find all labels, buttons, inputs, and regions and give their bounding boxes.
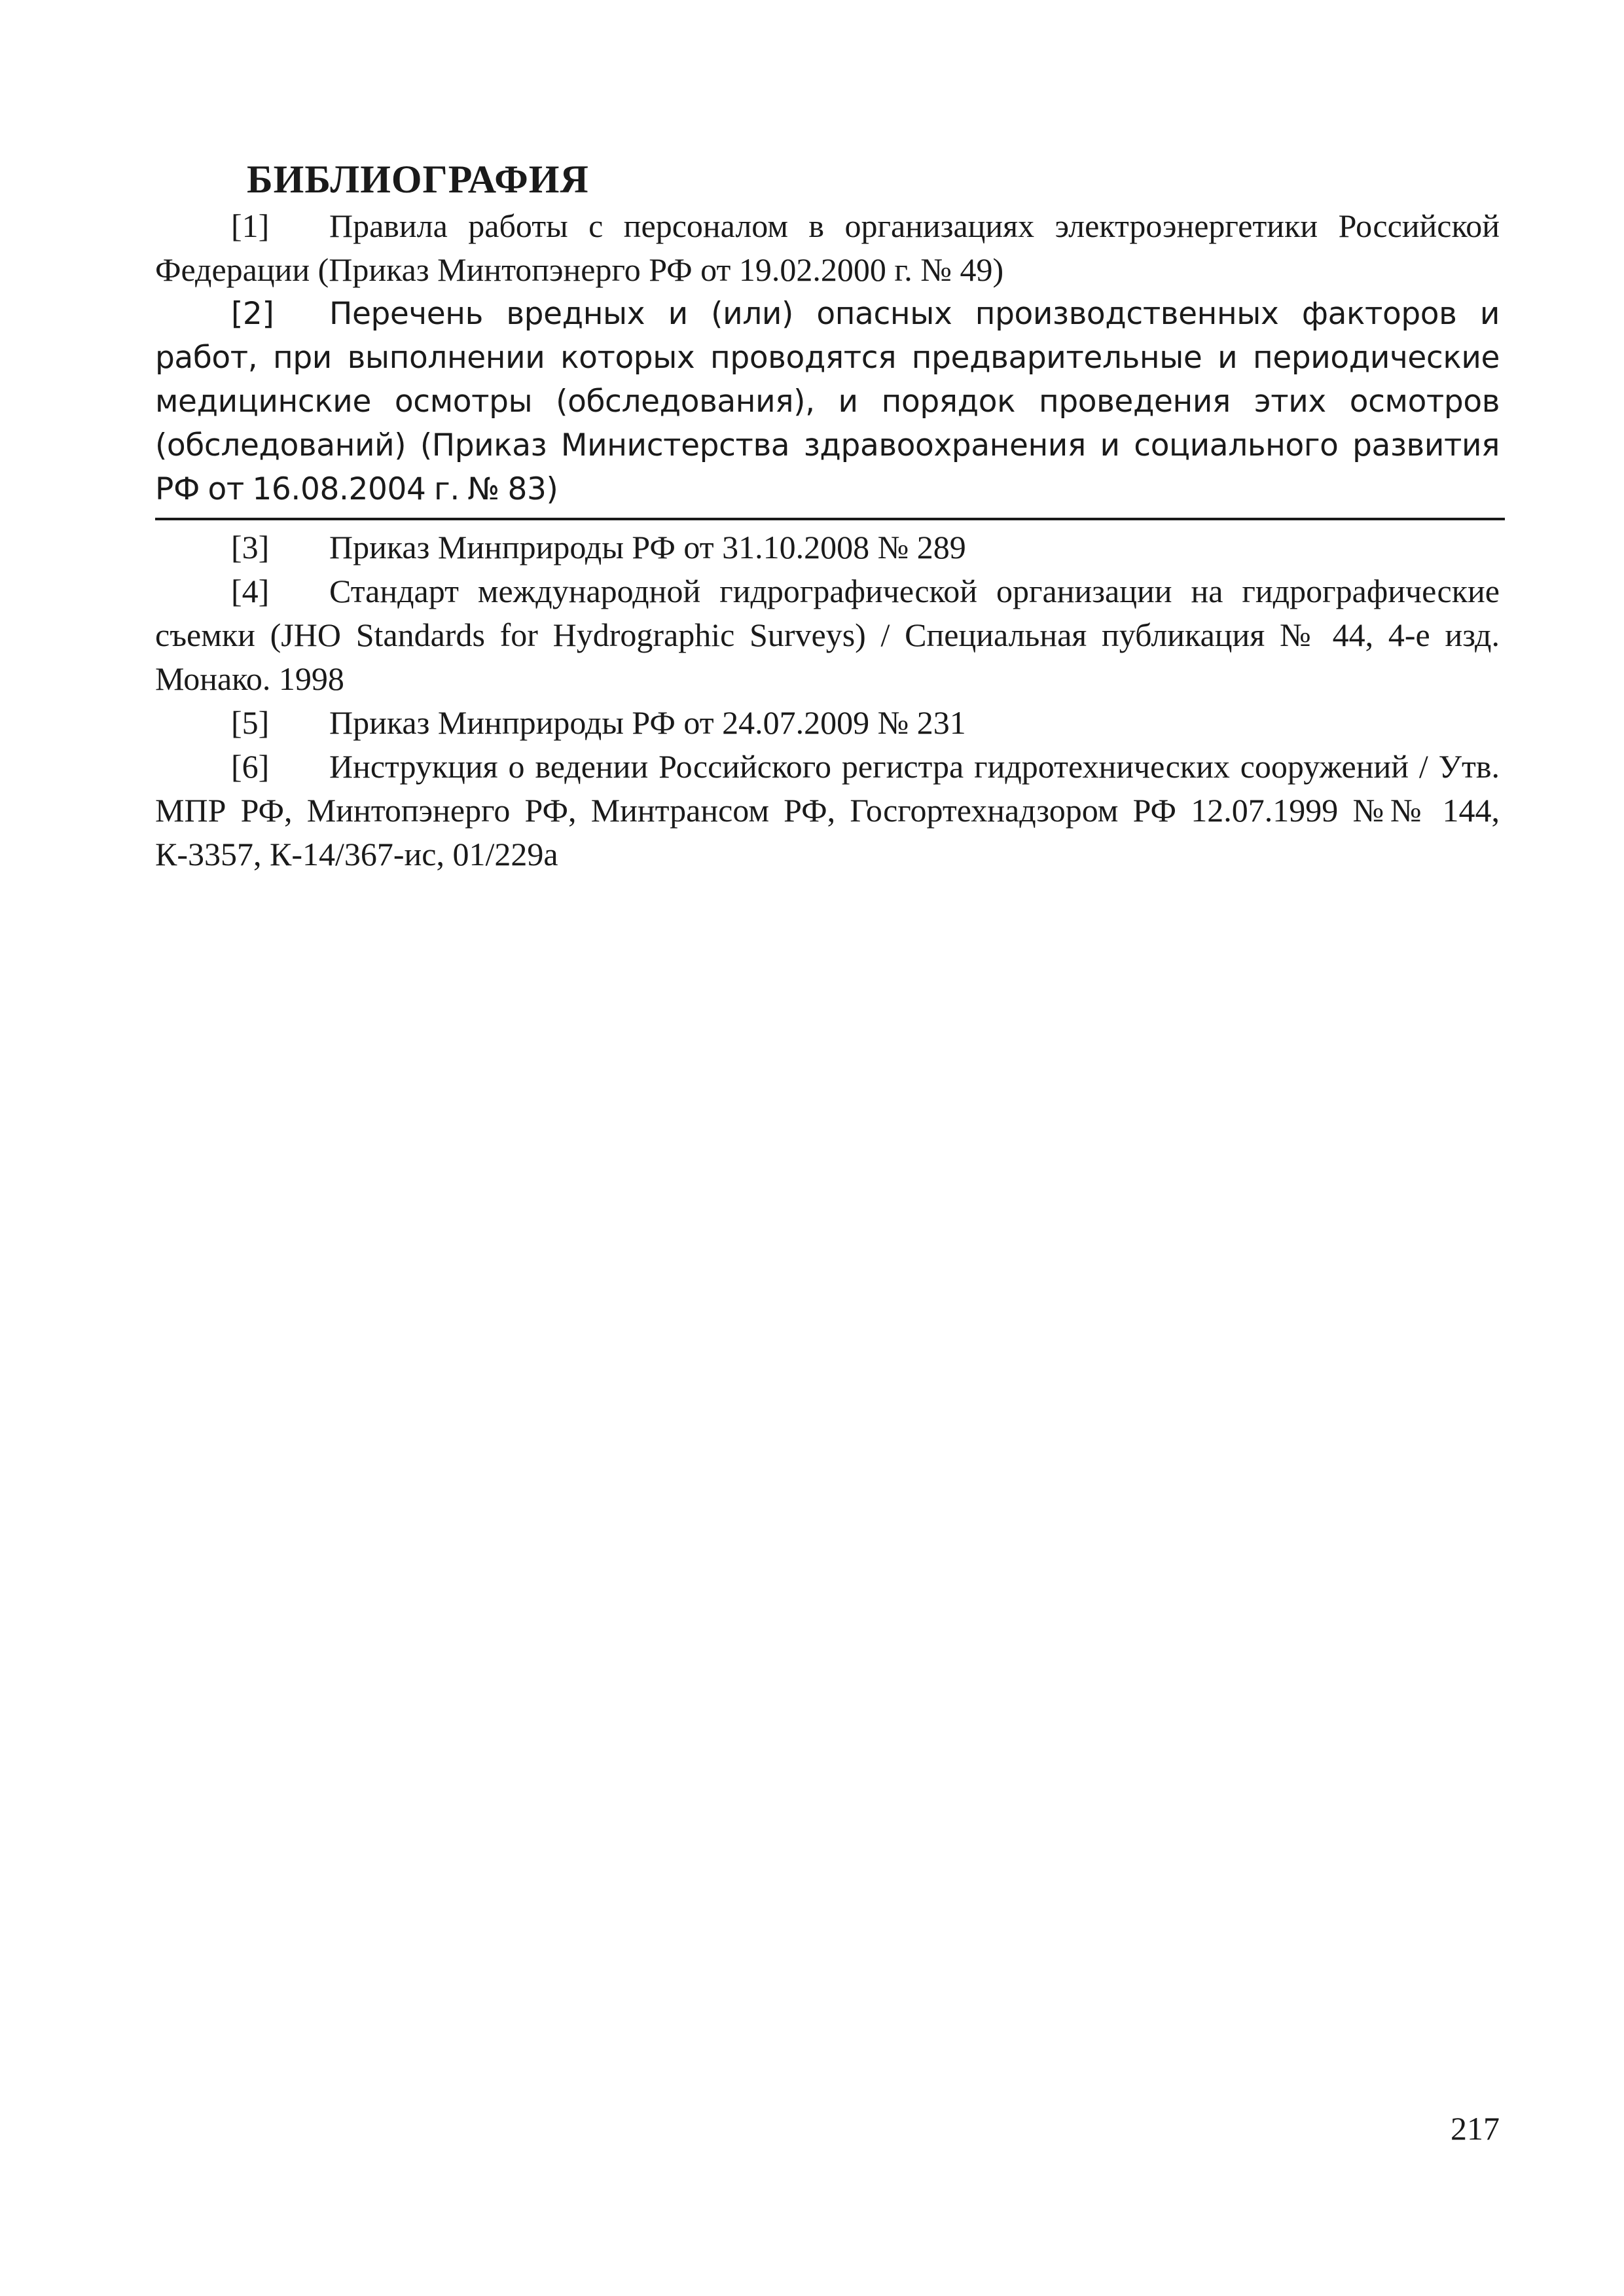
bibliography-entry-3 (155, 526, 1500, 569)
entry-text: Перечень вредных и (или) опасных производственных факторов и работ, при выполнении которых проводятся предварительные и периодические медицинские осмотры (обследования), и порядок проведения этих осмотров (обследований) (Приказ Министерства здравоохранения и социального развития РФ от 16.08.2004 г. № 83) (155, 296, 1500, 507)
entry-number: [5] (231, 704, 270, 741)
entry-number: [2] (231, 296, 274, 332)
entry-text: Правила работы с персоналом в организациях электроэнергетики Российской Федерации (Приказ Минтопэнерго РФ от 19.02.2000 г. № 49) (155, 207, 1500, 288)
entry-text: Приказ Минприроды РФ от 24.07.2009 № 231 (329, 704, 966, 741)
horizontal-rule (155, 518, 1505, 520)
bibliography-entry-6 (155, 745, 1500, 876)
bibliography-entry-4 (155, 569, 1500, 701)
bibliography-section (155, 154, 1500, 876)
bibliography-entry-2 (155, 292, 1500, 511)
entry-text: Приказ Минприроды РФ от 31.10.2008 № 289 (329, 529, 966, 565)
entry-text: Стандарт международной гидрографической организации на гидрографические съемки (JHO Standards for Hydrographic Surveys) / Специальная публикация № 44, 4-е изд. Монако. 1998 (155, 573, 1500, 697)
entry-number: [3] (231, 529, 270, 565)
bibliography-entry-1 (155, 204, 1500, 292)
bibliography-entry-5 (155, 701, 1500, 745)
entry-text: Инструкция о ведении Российского регистра гидротехнических сооружений / Утв. МПР РФ, Минтопэнерго РФ, Минтрансом РФ, Госгортехнадзором РФ 12.07.1999 №№ 144, К-3357, К-14/367-ис, 01/229а (155, 748, 1500, 872)
page-number: 217 (1451, 2110, 1500, 2147)
entry-number: [1] (231, 207, 270, 244)
bibliography-heading: БИБЛИОГРАФИЯ (247, 158, 589, 201)
entry-number: [4] (231, 573, 270, 609)
entry-number: [6] (231, 748, 270, 785)
